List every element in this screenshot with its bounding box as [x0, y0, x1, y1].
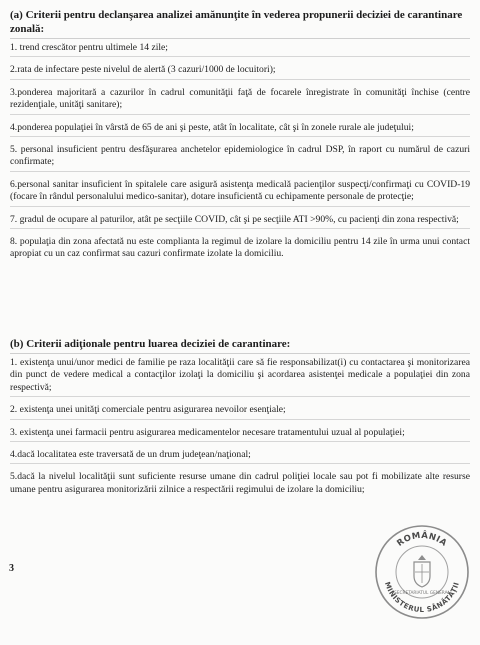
section-a [10, 8, 470, 270]
coat-of-arms-icon [414, 555, 430, 587]
criterion-b-5: 5.dacă la nivelul localităţii sunt suficiente resurse umane din cadrul poliţiei locale sau pot fi mobilizate alte resurse umane pentru asigurarea monitorizării zilnice a respectării regimului de izolare la domiciliu; [10, 471, 470, 495]
section-b [10, 337, 470, 505]
criterion-b-2: 2. existenţa unei unităţi comerciale pentru asigurarea nevoilor esenţiale; [10, 404, 470, 419]
seal-top-text: ROMÂNIA [395, 530, 449, 549]
page-number: 3 [9, 563, 14, 574]
criterion-b-1: 1. existenţa unui/unor medici de familie pe raza localităţii care să fie responsabilizat(i) cu contactarea şi monitorizarea din punct de vedere medical a contacţilor izolaţi la domiciliu şi acordarea asistenţei medicale a populaţiei din zona respectivă; [10, 357, 470, 397]
section-a-heading: (a) Criterii pentru declanşarea analizei amănunţite în vederea propunerii deciziei de carantinare zonală: [10, 8, 470, 39]
criterion-b-4: 4.dacă localitatea este traversată de un drum judeţean/naţional; [10, 449, 470, 464]
criterion-a-8: 8. populaţia din zona afectată nu este complianta la regimul de izolare la domiciliu pentru 14 zile în urma unui contact apropiat cu un caz confirmat sau cazuri confirmate izolate la domiciliu. [10, 236, 470, 260]
criterion-a-7: 7. gradul de ocupare al paturilor, atât pe secţiile COVID, cât şi pe secţiile ATI >90%, cu pacienţi din zona respectivă; [10, 214, 470, 229]
criterion-b-3: 3. existenţa unei farmacii pentru asigurarea medicamentelor necesare tratamentului uzual al populaţiei; [10, 427, 470, 442]
ministry-seal-stamp [372, 522, 472, 622]
seal-bottom-text: MINISTERUL SĂNĂTĂŢII [382, 580, 461, 615]
criterion-a-4: 4.ponderea populaţiei în vârstă de 65 de ani şi peste, atât în localitate, cât şi în zonele rurale ale judeţului; [10, 122, 470, 137]
seal-inner-text: SECRETARIATUL GENERAL [394, 591, 450, 596]
criterion-a-5: 5. personal insuficient pentru desfăşurarea anchetelor epidemiologice în cadrul DSP, în raport cu numărul de cazuri confirmate; [10, 144, 470, 172]
section-b-heading: (b) Criterii adiţionale pentru luarea deciziei de carantinare: [10, 337, 470, 354]
criterion-a-2: 2.rata de infectare peste nivelul de alertă (3 cazuri/1000 de locuitori); [10, 64, 470, 79]
criterion-a-1: 1. trend crescător pentru ultimele 14 zile; [10, 42, 470, 57]
criterion-a-6: 6.personal sanitar insuficient în spitalele care asigură asistenţa medicală pacienţilor suspecţi/confirmaţi cu COVID-19 (focare în rândul personalului medico-sanitar), dotare insuficientă cu echipamente personale de protecţie; [10, 179, 470, 207]
criterion-a-3: 3.ponderea majoritară a cazurilor în cadrul comunităţii faţă de focarele înregistrate în comunităţi închise (centre rezidenţiale, unităţi sanitare); [10, 87, 470, 115]
